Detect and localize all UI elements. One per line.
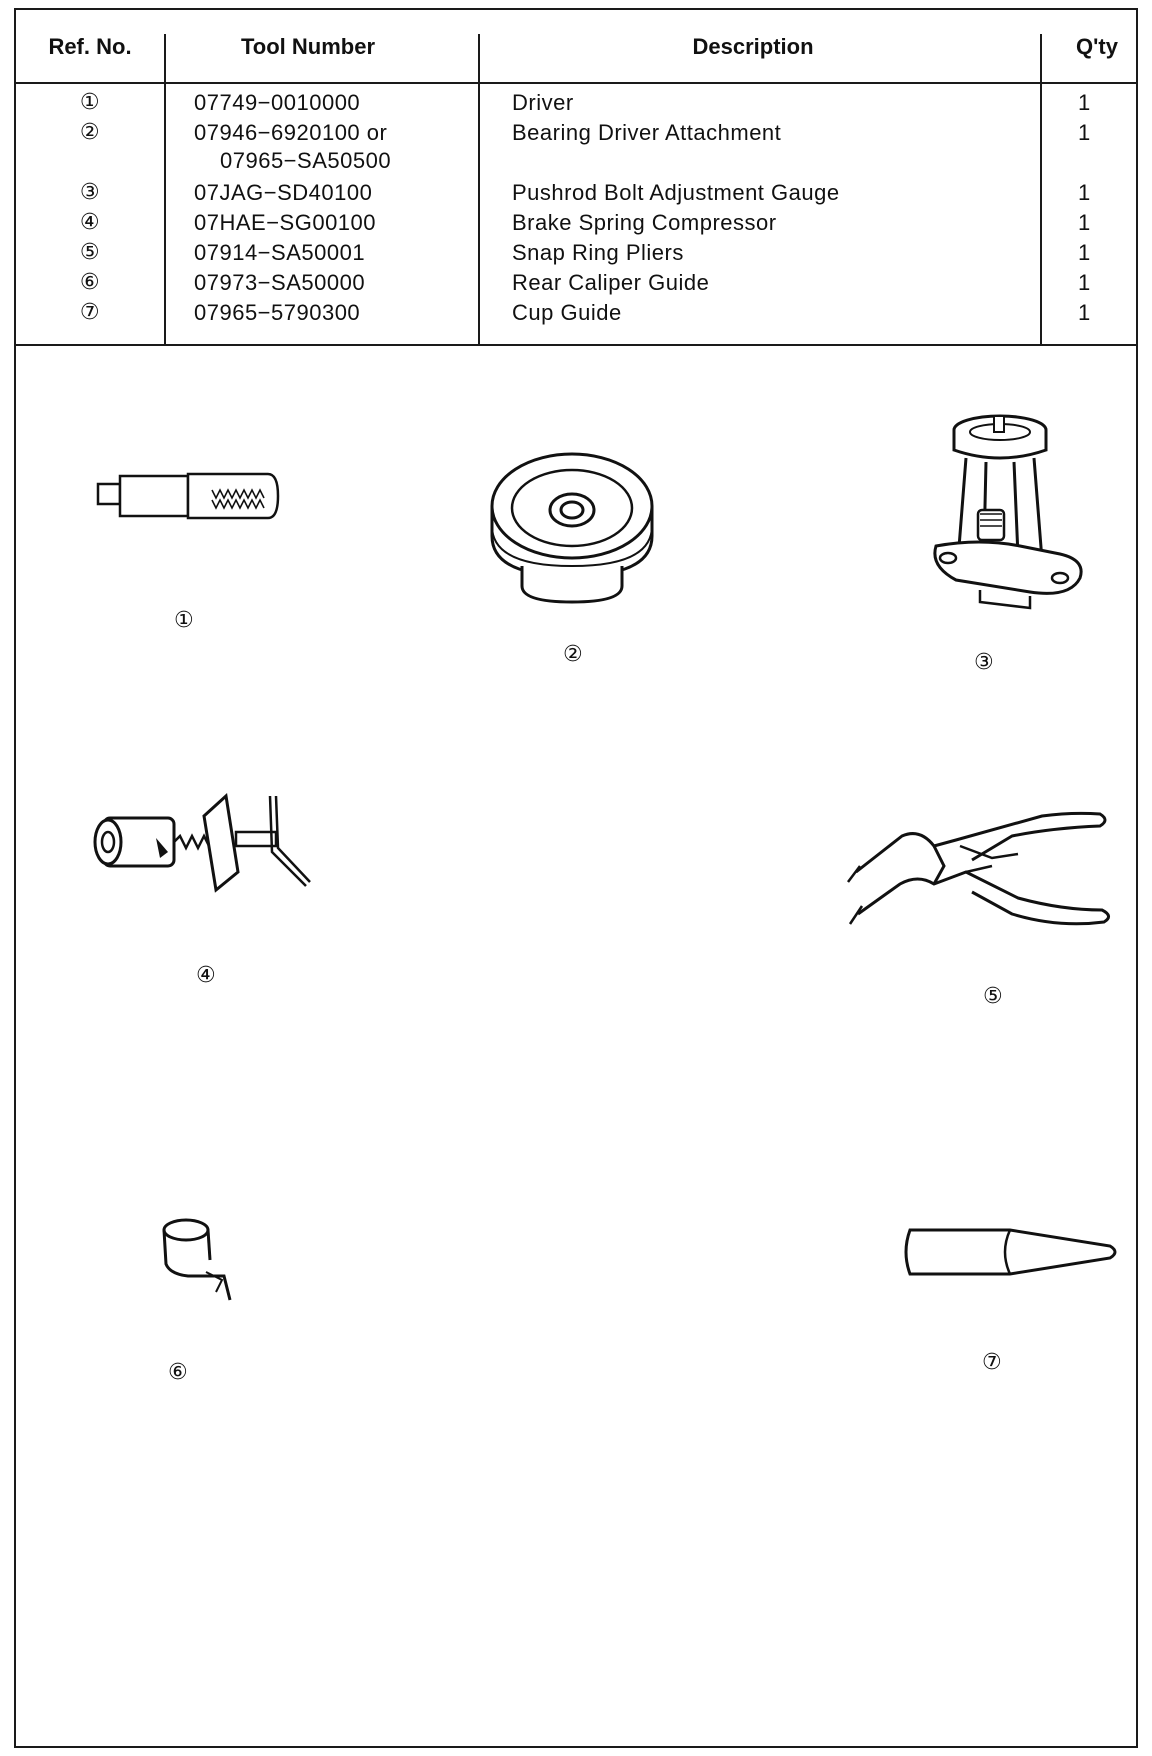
description: Rear Caliper Guide	[512, 270, 710, 295]
driver-icon	[82, 460, 312, 540]
snap-ring-pliers-icon	[842, 806, 1142, 936]
ref-number: ④	[79, 210, 101, 235]
figure-label-6: ⑥	[168, 1360, 188, 1385]
header-ref-no: Ref. No.	[48, 34, 132, 59]
pushrod-gauge-icon	[920, 410, 1090, 620]
cup-guide-icon	[896, 1220, 1132, 1284]
tool-number: 07914−SA50001	[194, 240, 366, 265]
bearing-driver-attachment-icon	[482, 446, 662, 606]
description: Bearing Driver Attachment	[512, 120, 782, 145]
table-row	[16, 118, 1136, 148]
figure-label-5: ⑤	[983, 984, 1003, 1009]
figure-label-4: ④	[196, 963, 216, 988]
tool-number: 07749−0010000	[194, 90, 361, 115]
quantity: 1	[1078, 270, 1091, 295]
tool-number: 07JAG−SD40100	[194, 180, 373, 205]
description: Snap Ring Pliers	[512, 240, 684, 265]
figure-label-1: ①	[174, 608, 194, 633]
ref-number: ②	[79, 120, 101, 145]
figure-label-2: ②	[563, 642, 583, 667]
table-row	[16, 178, 1136, 208]
table-bottom-rule	[16, 344, 1136, 346]
header-tool-number: Tool Number	[240, 34, 376, 59]
table-row	[16, 208, 1136, 238]
figure-label-7: ⑦	[982, 1350, 1002, 1375]
table-header-row	[16, 10, 1136, 84]
tool-number: 07946−6920100 or	[194, 120, 388, 145]
tool-number: 07HAE−SG00100	[194, 210, 377, 235]
table-row	[16, 238, 1136, 268]
table-row	[16, 88, 1136, 118]
quantity: 1	[1078, 210, 1091, 235]
figure-label-3: ③	[974, 650, 994, 675]
description: Driver	[512, 90, 574, 115]
quantity: 1	[1078, 300, 1091, 325]
table-row	[16, 268, 1136, 298]
ref-number: ⑦	[79, 300, 101, 325]
description: Cup Guide	[512, 300, 622, 325]
tool-table-frame	[14, 8, 1138, 1748]
description: Pushrod Bolt Adjustment Gauge	[512, 180, 840, 205]
table-row	[16, 146, 1136, 176]
caliper-guide-icon	[152, 1214, 242, 1304]
ref-number: ③	[79, 180, 101, 205]
ref-number: ①	[79, 90, 101, 115]
header-description: Description	[692, 34, 814, 59]
table-row	[16, 298, 1136, 328]
quantity: 1	[1078, 90, 1091, 115]
header-quantity: Q'ty	[1076, 34, 1118, 59]
quantity: 1	[1078, 120, 1091, 145]
tool-number: 07973−SA50000	[194, 270, 366, 295]
quantity: 1	[1078, 180, 1091, 205]
tool-number-alternate: 07965−SA50500	[220, 148, 392, 173]
description: Brake Spring Compressor	[512, 210, 777, 235]
tool-number: 07965−5790300	[194, 300, 361, 325]
spring-compressor-icon	[86, 786, 346, 896]
ref-number: ⑥	[79, 270, 101, 295]
quantity: 1	[1078, 240, 1091, 265]
ref-number: ⑤	[79, 240, 101, 265]
